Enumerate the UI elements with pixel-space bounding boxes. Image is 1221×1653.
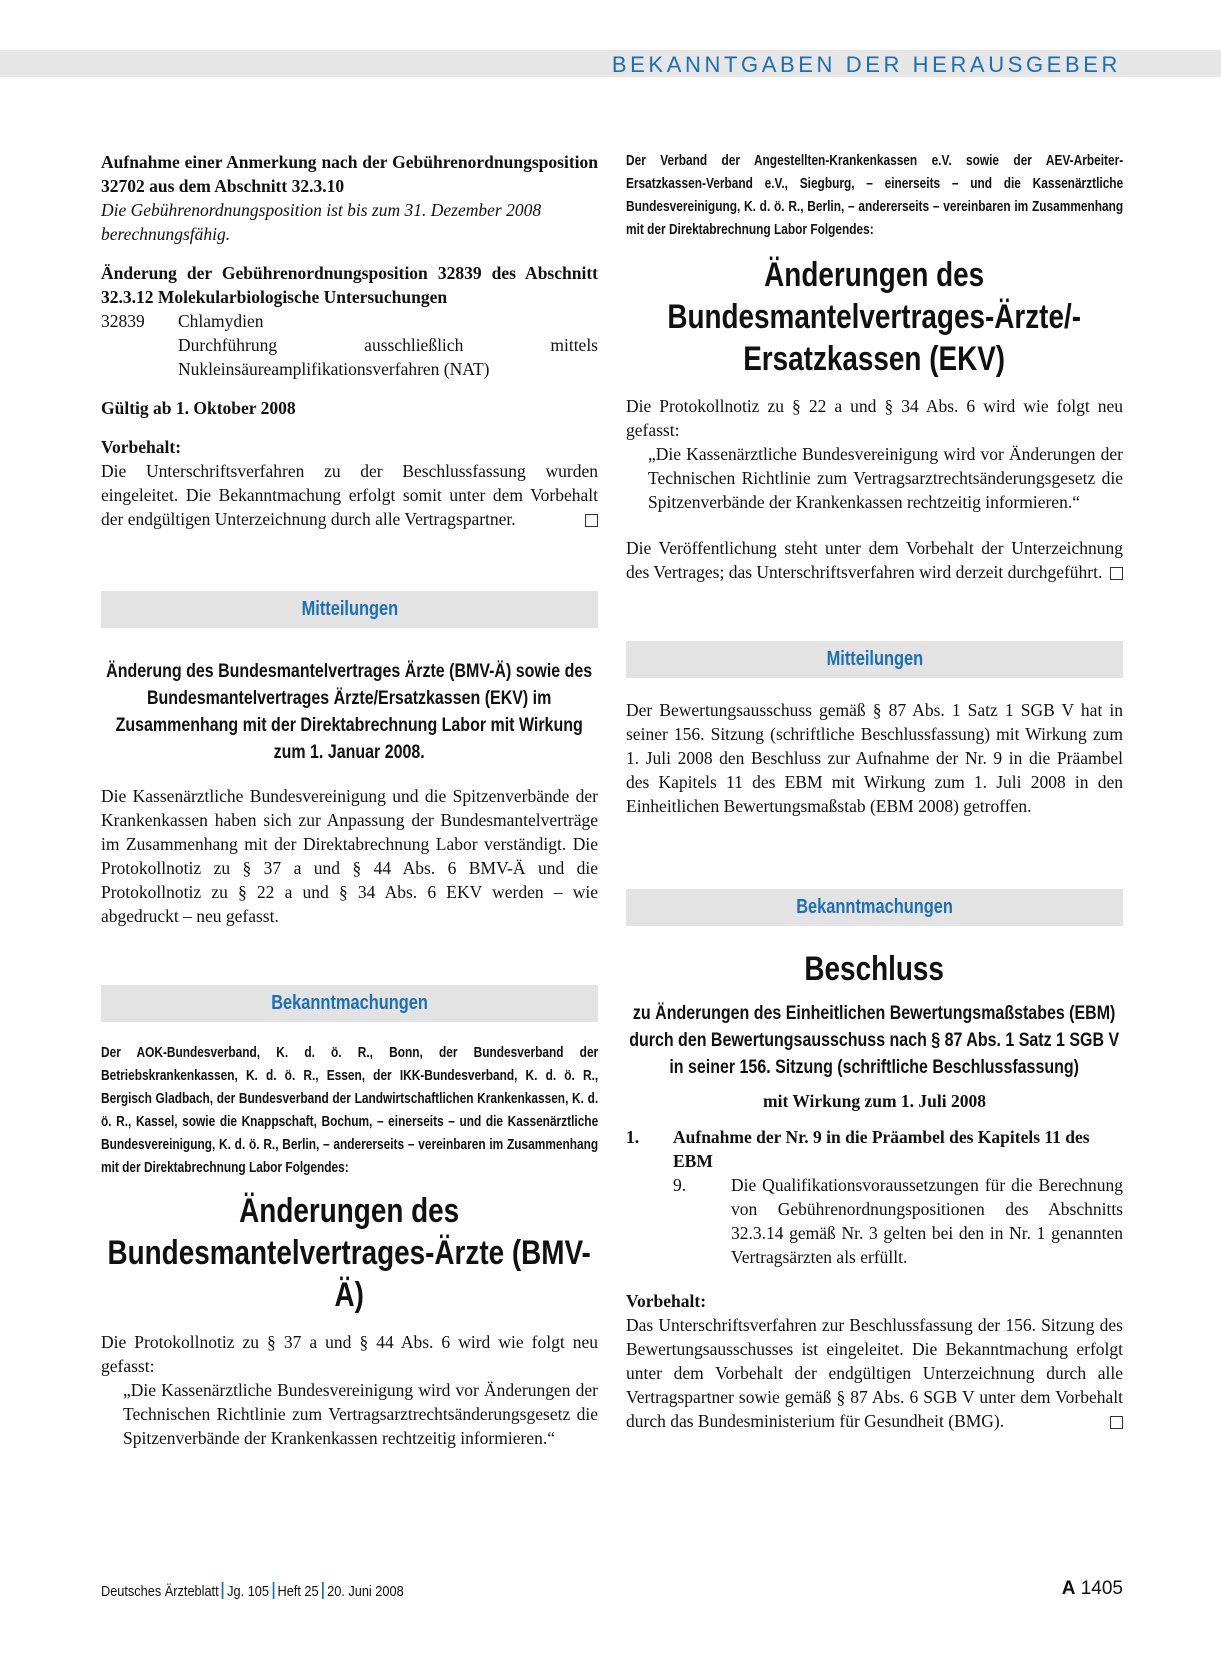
reserve-label-right: Vorbehalt: [626, 1291, 707, 1311]
ekv-title: Änderungen des Bundesmantelvertrages-Ärzte/-Ersatzkassen (EKV) [667, 256, 1082, 378]
beschluss-title: Beschluss [804, 950, 945, 988]
page-footer [101, 1576, 1123, 1606]
reserve-text-right: Das Unterschriftsverfahren zur Beschlussfassung der 156. Sitzung des Bewertungsausschusses ist eingeleitet. Die Bekanntmachung erfolgt unter dem Vorbehalt der endgültigen Unterzeichnung durch alle Vertragspartner sowie gemäß § 87 Abs. 6 SGB V unter dem Vorbehalt durch das Bundesministerium für Gesundheit (BMG). [626, 1315, 1123, 1431]
bmv-intro: Der AOK-Bundesverband, K. d. ö. R., Bonn, der Bundesverband der Betriebskrankenkassen, K. d. ö. R., Essen, der IKK-Bundesverband, K. d. ö. R., Bergisch Gladbach, der Bundesverband der Landwirtschaftlichen Krankenkassen, K. d. ö. R., Kassel, sowie die Knappschaft, Bochum, – einerseits – und die Kassenärztliche Bundesvereinigung, K. d. ö. R., Berlin, – andererseits – vereinbaren im Zusammenhang mit der Direktabrechnung Labor Folgendes: [101, 1045, 599, 1176]
item-1-title: Aufnahme der Nr. 9 in die Präambel des Kapitels 11 des EBM [673, 1127, 1090, 1171]
right-column [626, 150, 1123, 1433]
gop2-entry [101, 309, 598, 381]
bmv-title: Änderungen des Bundesmantelvertrages-Ärzte (BMV-Ä) [107, 1192, 592, 1314]
gop1-note: Die Gebührenordnungsposition ist bis zum 31. Dezember 2008 berechnungsfähig. [101, 200, 542, 244]
journal-name: Deutsches Ärzteblatt [101, 1583, 219, 1600]
page-number-value: 1405 [1080, 1578, 1123, 1599]
item-1 [626, 1125, 1123, 1173]
footer-separator [222, 1582, 224, 1599]
item-1-sub-number: 9. [673, 1175, 687, 1195]
reserve-label: Vorbehalt: [101, 437, 182, 457]
banner-bekanntmachungen-right: Bekanntmachungen [626, 889, 1123, 926]
gop2-heading: Änderung der Gebührenordnungsposition 32839 des Abschnitt 32.3.12 Molekularbiologische Untersuchungen [101, 263, 598, 307]
reserve-text: Die Unterschriftsverfahren zu der Beschlussfassung wurden eingeleitet. Die Bekanntmachung erfolgt somit unter dem Vorbehalt der endgültigen Unterzeichnung durch alle Vertragspartner. [101, 461, 598, 529]
left-column [101, 150, 598, 1450]
beschluss-effective: mit Wirkung zum 1. Juli 2008 [763, 1091, 986, 1111]
footer-separator [272, 1582, 274, 1599]
bmv-quote: „Die Kassenärztliche Bundesvereinigung wird vor Änderungen der Technischen Richtlinie zum Vertragsarztrechtsänderungsgesetz die Spitzenverbände der Krankenkassen rechtzeitig informieren.“ [123, 1380, 598, 1448]
valid-from: Gültig ab 1. Oktober 2008 [101, 398, 296, 418]
ekv-intro: Der Verband der Angestellten-Krankenkassen e.V. sowie der AEV-Arbeiter-Ersatzkassen-Verband e.V., Siegburg, – einerseits – und die Kassenärztliche Bundesvereinigung, K. d. ö. R., Berlin, – andererseits – vereinbaren im Zusammenhang mit der Direktabrechnung Labor Folgendes: [626, 153, 1124, 238]
banner-mitteilungen-right: Mitteilungen [626, 641, 1123, 678]
item-1-number: 1. [626, 1127, 640, 1147]
banner-bekanntmachungen: Bekanntmachungen [101, 985, 598, 1022]
item-1-sub [626, 1173, 1123, 1269]
end-mark [1110, 1416, 1123, 1429]
mitteilung-body: Die Kassenärztliche Bundesvereinigung und die Spitzenverbände der Krankenkassen haben sich zur Anpassung der Bundesmantelverträge im Zusammenhang mit der Direktabrechnung Labor verständigt. Die Protokollnotiz zu § 37 a und § 44 Abs. 6 BMV-Ä und die Protokollnotiz zu § 22 a und § 34 Abs. 6 EKV werden – wie abgedruckt – neu gefasst. [101, 786, 598, 926]
gop1-heading: Aufnahme einer Anmerkung nach der Gebührenordnungsposition 32702 aus dem Abschnitt 32.3.10 [101, 152, 598, 196]
end-mark [585, 514, 598, 527]
item-1-sub-text: Die Qualifikationsvoraussetzungen für die Berechnung von Gebührenordnungspositionen des Abschnitts 32.3.14 gemäß Nr. 3 gelten bei den in Nr. 1 genannten Vertragsärzten als erfüllt. [731, 1175, 1123, 1267]
beschluss-subtitle: zu Änderungen des Einheitlichen Bewertungsmaßstabes (EBM) durch den Bewertungsausschuss nach § 87 Abs. 1 Satz 1 SGB V in seiner 156. Sitzung (schriftliche Beschlussfassung) [629, 1002, 1120, 1078]
gop2-number: 32839 [101, 311, 145, 331]
page-prefix: A [1061, 1578, 1076, 1599]
journal-volume: Jg. 105 [227, 1583, 269, 1600]
gop2-description: Durchführung ausschließlich mittels Nukleinsäureamplifikationsverfahren (NAT) [178, 335, 598, 379]
ekv-note: Die Veröffentlichung steht unter dem Vorbehalt der Unterzeichnung des Vertrages; das Unterschriftsverfahren wird derzeit durchgeführt. [626, 538, 1123, 582]
bmv-lead: Die Protokollnotiz zu § 37 a und § 44 Abs. 6 wird wie folgt neu gefasst: [101, 1332, 598, 1376]
journal-issue: Heft 25 [277, 1583, 319, 1600]
page-number [1062, 1578, 1123, 1600]
journal-date: 20. Juni 2008 [327, 1583, 404, 1600]
section-title: BEKANNTGABEN DER HERAUSGEBER [611, 52, 1121, 77]
mitteilung-ba-body: Der Bewertungsausschuss gemäß § 87 Abs. 1 Satz 1 SGB V hat in seiner 156. Sitzung (schriftliche Beschlussfassung) mit Wirkung zum 1. Juli 2008 den Beschluss zur Aufnahme der Nr. 9 in die Präambel des Kapitels 11 des EBM mit Wirkung zum 1. Juli 2008 in den Einheitlichen Bewertungsmaßstab (EBM 2008) getroffen. [626, 700, 1123, 816]
ekv-lead: Die Protokollnotiz zu § 22 a und § 34 Abs. 6 wird wie folgt neu gefasst: [626, 396, 1123, 440]
mitteilung-headline: Änderung des Bundesmantelvertrages Ärzte (BMV-Ä) sowie des Bundesmantelvertrages Ärzte/Ersatzkassen (EKV) im Zusammenhang mit der Direktabrechnung Labor mit Wirkung zum 1. Januar 2008. [106, 660, 593, 763]
gop2-title: Chlamydien [178, 311, 264, 331]
ekv-quote: „Die Kassenärztliche Bundesvereinigung wird vor Änderungen der Technischen Richtlinie zum Vertragsarztrechtsänderungsgesetz die Spitzenverbände der Krankenkassen rechtzeitig informieren.“ [648, 444, 1123, 512]
footer-separator [322, 1582, 324, 1599]
end-mark [1110, 567, 1123, 580]
footer-citation [101, 1582, 404, 1600]
banner-mitteilungen: Mitteilungen [101, 591, 598, 628]
